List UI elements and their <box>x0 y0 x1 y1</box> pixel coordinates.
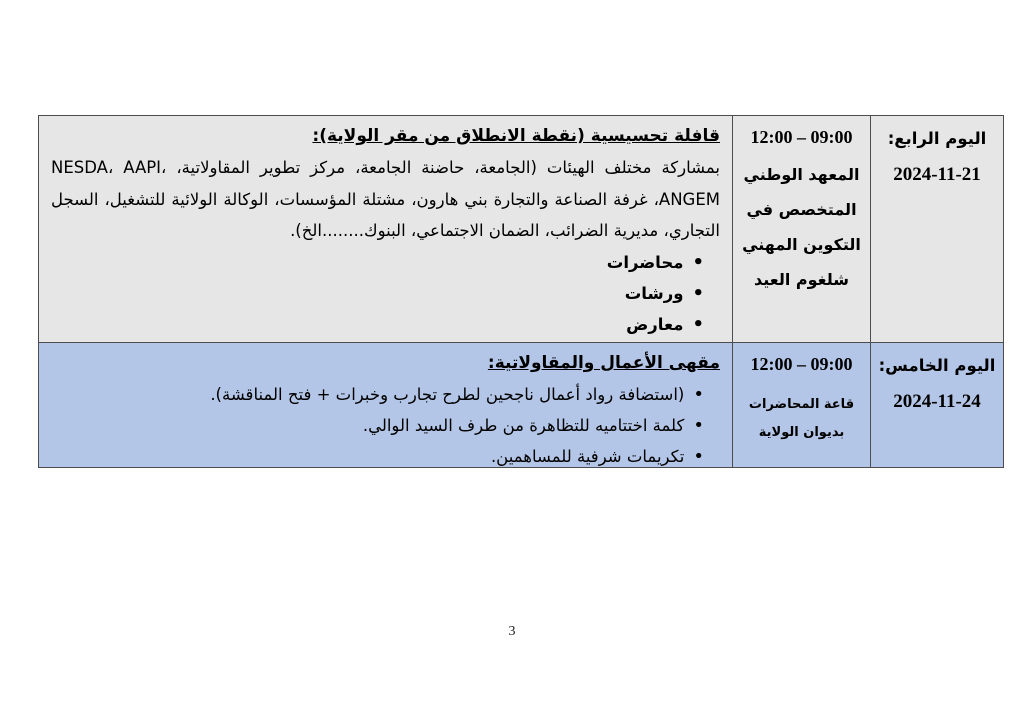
day4-activity-title: قافلة تحسيسية (نقطة الانطلاق من مقر الولاية): <box>312 126 720 146</box>
bullet-item <box>51 247 704 278</box>
day5-venue: قاعة المحاضرات بديوان الولاية <box>748 397 855 440</box>
day5-date: 2024-11-24 <box>893 391 981 412</box>
day4-activity-bullets <box>51 247 720 340</box>
table-row-day4 <box>39 116 1003 343</box>
bullet-item <box>51 379 704 410</box>
bullet-text: تكريمات شرفية للمساهمين. <box>490 447 685 466</box>
day5-label: اليوم الخامس: <box>878 356 996 375</box>
day4-activity-description: بمشاركة مختلف الهيئات (الجامعة، حاضنة الجامعة، مركز تطوير المقاولاتية، NESDA، AAPI، ANGEM، غرفة الصناعة والتجارة بني هارون، مشتلة المؤسسات، الوكالة الولائية للتشغيل، السجل التجاري، مديرية الضرائب، الضمان الاجتماعي، البنوك........الخ). <box>51 158 720 240</box>
day5-time-range: 09:00 – 12:00 <box>750 354 853 374</box>
bullet-text: ورشات <box>624 283 684 303</box>
day4-activity-cell <box>39 116 732 342</box>
schedule-table <box>38 115 1004 468</box>
bullet-item <box>51 410 704 441</box>
page-number: 3 <box>508 624 516 639</box>
day4-cell <box>870 116 1003 342</box>
bullet-text: كلمة اختتاميه للتظاهرة من طرف السيد الوالي. <box>362 416 685 435</box>
day5-cell <box>870 343 1003 467</box>
bullet-icon: • <box>693 415 704 436</box>
bullet-item <box>51 309 704 340</box>
bullet-icon: • <box>693 446 704 467</box>
bullet-text: (استضافة رواد أعمال ناجحين لطرح تجارب وخبرات + فتح المناقشة). <box>210 385 685 404</box>
bullet-icon: • <box>692 313 704 335</box>
day5-activity-bullets <box>51 379 720 467</box>
bullet-item <box>51 278 704 309</box>
table-row-day5 <box>39 343 1003 467</box>
day4-venue: المعهد الوطني المتخصص في التكوين المهني شلغوم العيد <box>742 165 861 289</box>
day4-date: 2024-11-21 <box>893 164 981 185</box>
bullet-text: محاضرات <box>606 252 684 272</box>
bullet-icon: • <box>693 384 704 405</box>
day5-activity-title: مقهى الأعمال والمقاولاتية: <box>487 353 720 373</box>
day5-time-venue-cell <box>732 343 870 467</box>
bullet-icon: • <box>692 282 704 304</box>
day4-time-venue-cell <box>732 116 870 342</box>
day4-time-range: 09:00 – 12:00 <box>750 127 853 147</box>
bullet-item <box>51 441 704 467</box>
day4-label: اليوم الرابع: <box>887 129 987 148</box>
bullet-icon: • <box>692 251 704 273</box>
day5-activity-cell <box>39 343 732 467</box>
bullet-text: معارض <box>626 314 684 334</box>
